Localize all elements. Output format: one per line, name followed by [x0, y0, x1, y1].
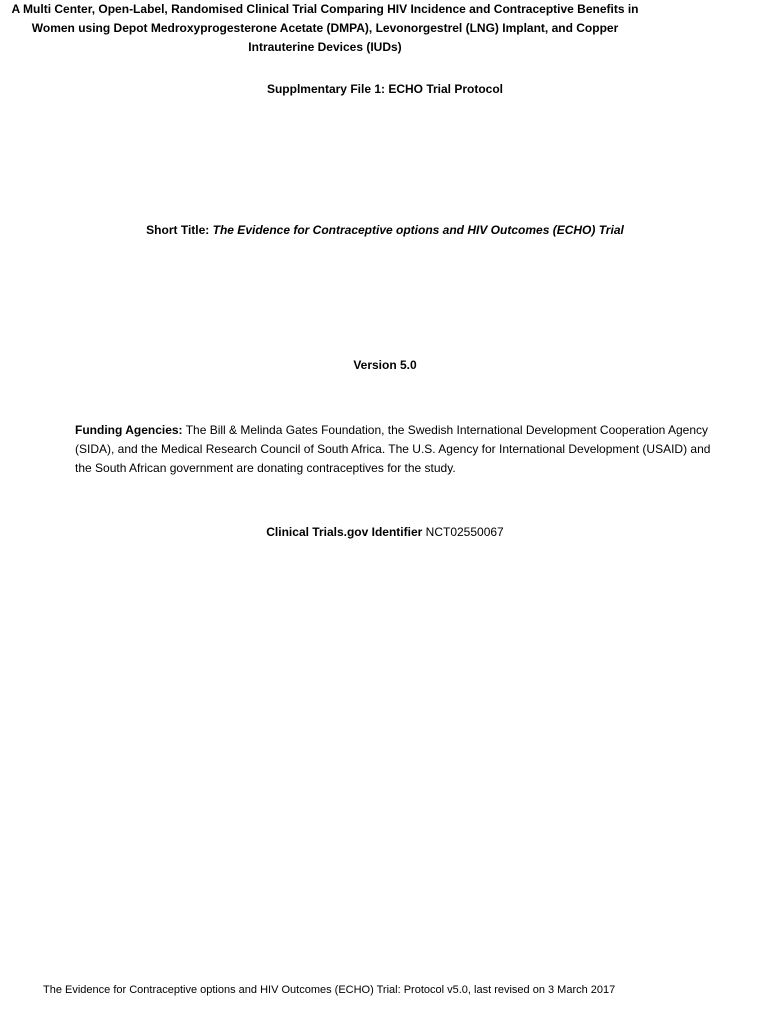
short-title-value: The Evidence for Contraceptive options and HIV Outcomes (ECHO) Trial — [212, 223, 624, 237]
funding-label: Funding Agencies: — [75, 423, 183, 437]
version-label: Version 5.0 — [353, 358, 417, 372]
short-title-line — [0, 221, 770, 239]
funding-text: The Bill & Melinda Gates Foundation, the Swedish International Development Cooperation Agency (SIDA), and the Medical Research Council of South Africa. The U.S. Agency for International Development (USAID) and the South African government are donating contraceptives for the study. — [75, 423, 711, 475]
protocol-main-title: A Multi Center, Open-Label, Randomised Clinical Trial Comparing HIV Incidence and Contraceptive Benefits in Women using Depot Medroxyprogesterone Acetate (DMPA), Levonorgestrel (LNG) Implant, and Copper Intrauterine Devices (IUDs) — [11, 2, 639, 54]
page-footer: The Evidence for Contraceptive options and HIV Outcomes (ECHO) Trial: Protocol v5.0, last revised on 3 March 2017 — [43, 984, 616, 996]
identifier-label: Clinical Trials.gov Identifier — [266, 525, 423, 539]
short-title-label: Short Title: — [146, 223, 210, 237]
funding-paragraph — [75, 421, 725, 478]
identifier-value: NCT02550067 — [425, 525, 504, 539]
trial-identifier-line — [0, 523, 770, 541]
supplementary-file-title: Supplmentary File 1: ECHO Trial Protocol — [266, 82, 504, 96]
